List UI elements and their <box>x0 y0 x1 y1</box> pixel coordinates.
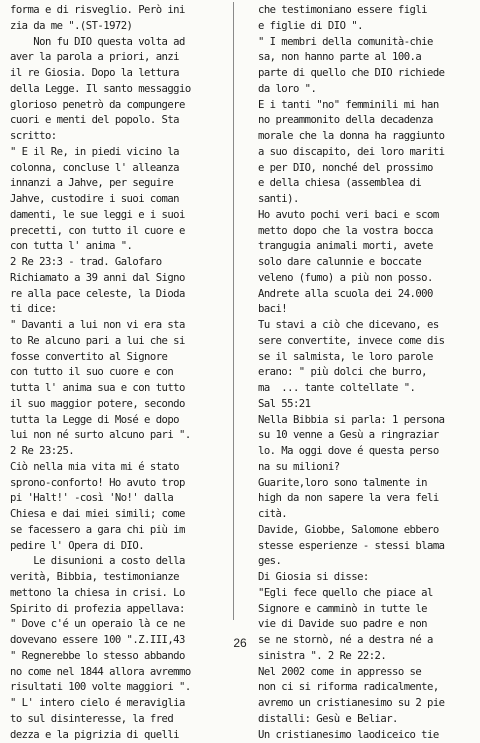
text-line: Signore e camminò in tutte le <box>258 602 468 618</box>
text-line: veleno (fumo) a più non posso. <box>258 271 468 287</box>
text-line: Richiamato a 39 anni dal Signo <box>10 271 220 287</box>
text-line: il suo maggior potere, secondo <box>10 397 220 413</box>
text-line: " I membri della comunità-chie <box>258 35 468 51</box>
text-line: Andrete alla scuola dei 24.000 <box>258 287 468 303</box>
text-line: Jahve, custodire i suoi coman <box>10 192 220 208</box>
text-line: sinistra ". 2 Re 22:2. <box>258 649 468 665</box>
column-divider <box>233 2 234 620</box>
text-line: solo dare calunnie e boccate <box>258 255 468 271</box>
text-line: avremo un cristianesimo su 2 pie <box>258 696 468 712</box>
text-line: sere convertite, invece come dis <box>258 334 468 350</box>
text-line: distalli: Gesù e Beliar. <box>258 712 468 728</box>
text-line: erano: " più dolci che burro, <box>258 365 468 381</box>
text-line: sprono-conforto! Ho avuto trop <box>10 476 220 492</box>
text-line: 2 Re 23:3 - trad. Galofaro <box>10 255 220 271</box>
text-line: trangugia animali morti, avete <box>258 239 468 255</box>
text-line: Davide, Giobbe, Salomone ebbero <box>258 523 468 539</box>
text-line: se ne stornò, né a destra né a <box>258 633 468 649</box>
text-line: lui non né surto alcuno pari ". <box>10 428 220 444</box>
text-line: " Regnerebbe lo stesso abbando <box>10 649 220 665</box>
text-line: lo. Ma oggi dove é questa perso <box>258 444 468 460</box>
text-line: pi 'Halt!' -così 'No!' dalla <box>10 491 220 507</box>
text-line: Ciò nella mia vita mi é stato <box>10 460 220 476</box>
text-line: pedire l' Opera di DIO. <box>10 539 220 555</box>
text-line: con tutta l' anima ". <box>10 239 220 255</box>
text-line: zia da me ".(ST-1972) <box>10 19 220 35</box>
text-line: verità, Bibbia, testimonianze <box>10 570 220 586</box>
text-line: fosse convertito al Signore <box>10 350 220 366</box>
text-line: stesse esperienze - stessi blama <box>258 539 468 555</box>
text-line: metto dopo che la vostra bocca <box>258 224 468 240</box>
text-line: "Egli fece quello che piace al <box>258 586 468 602</box>
text-line: E i tanti "no" femminili mi han <box>258 98 468 114</box>
text-line: 2 Re 23:25. <box>10 444 220 460</box>
text-line: " E il Re, in piedi vicino la <box>10 145 220 161</box>
text-line: forma e di risveglio. Però ini <box>10 3 220 19</box>
text-line: vie di Davide suo padre e non <box>258 617 468 633</box>
text-line: Spirito di profezia appellava: <box>10 602 220 618</box>
text-line: tutta l' anima sua e con tutto <box>10 381 220 397</box>
text-line: Nella Bibbia si parla: 1 persona <box>258 413 468 429</box>
text-line: sa, non hanno parte al 100.a <box>258 50 468 66</box>
text-line: su 10 venne a Gesù a ringraziar <box>258 428 468 444</box>
text-line: dezza e la pigrizia di quelli <box>10 728 220 743</box>
text-line: Chiesa e dai miei simili; come <box>10 507 220 523</box>
text-line: to Re alcuno pari a lui che si <box>10 334 220 350</box>
text-line: high da non sapere la vera feli <box>258 491 468 507</box>
text-line: baci! <box>258 302 468 318</box>
left-column <box>10 3 220 743</box>
text-line: Di Giosia si disse: <box>258 570 468 586</box>
text-line: Guarite,loro sono talmente in <box>258 476 468 492</box>
right-column <box>258 3 468 743</box>
text-line: " L' intero cielo é meraviglia <box>10 696 220 712</box>
text-line: Ho avuto pochi veri baci e scom <box>258 208 468 224</box>
text-line: colonna, concluse l' alleanza <box>10 161 220 177</box>
text-line: Sal 55:21 <box>258 397 468 413</box>
text-line: Nel 2002 come in appresso se <box>258 665 468 681</box>
text-line: scritto: <box>10 129 220 145</box>
text-line: no come nel 1844 allora avremmo <box>10 665 220 681</box>
text-line: no preammonito della decadenza <box>258 113 468 129</box>
text-line: dovevano essere 100 ".Z.III,43 <box>10 633 220 649</box>
text-line: cità. <box>258 507 468 523</box>
text-line: che testimoniano essere figli <box>258 3 468 19</box>
text-line: re alla pace celeste, la Dioda <box>10 287 220 303</box>
text-line: " Davanti a lui non vi era sta <box>10 318 220 334</box>
text-line: il re Giosia. Dopo la lettura <box>10 66 220 82</box>
page-number: 26 <box>0 636 480 650</box>
text-line: glorioso penetrò da compungere <box>10 98 220 114</box>
text-line: santi). <box>258 192 468 208</box>
text-line: ma ... tante coltellate ". <box>258 381 468 397</box>
text-line: Le disunioni a costo della <box>10 554 220 570</box>
text-line: tutta la Legge di Mosé e dopo <box>10 413 220 429</box>
text-line: se il salmista, le loro parole <box>258 350 468 366</box>
text-line: Un cristianesimo laodiceico tie <box>258 728 468 743</box>
text-line: ti dice: <box>10 302 220 318</box>
text-line: na su milioni? <box>258 460 468 476</box>
text-line: da loro ". <box>258 82 468 98</box>
text-line: e della chiesa (assemblea di <box>258 176 468 192</box>
text-line: cuori e menti del popolo. Sta <box>10 113 220 129</box>
text-line: non ci si riforma radicalmente, <box>258 680 468 696</box>
text-line: e per DIO, nonché del prossimo <box>258 161 468 177</box>
text-line: damenti, le sue leggi e i suoi <box>10 208 220 224</box>
text-line: della Legge. Il santo messaggio <box>10 82 220 98</box>
text-line: risultati 100 volte maggiori ". <box>10 680 220 696</box>
text-line: ges. <box>258 554 468 570</box>
text-line: se facessero a gara chi più im <box>10 523 220 539</box>
text-line: aver la parola a priori, anzi <box>10 50 220 66</box>
text-line: parte di quello che DIO richiede <box>258 66 468 82</box>
text-line: con tutto il suo cuore e con <box>10 365 220 381</box>
text-line: " Dove c'é un operaio là ce ne <box>10 617 220 633</box>
text-line: innanzi a Jahve, per seguire <box>10 176 220 192</box>
text-line: mettono la chiesa in crisi. Lo <box>10 586 220 602</box>
text-line: e figlie di DIO ". <box>258 19 468 35</box>
text-line: precetti, con tutto il cuore e <box>10 224 220 240</box>
text-line: a suo discapito, dei loro mariti <box>258 145 468 161</box>
text-line: to sul disinteresse, la fred <box>10 712 220 728</box>
text-line: Non fu DIO questa volta ad <box>10 35 220 51</box>
text-line: Tu stavi a ciò che dicevano, es <box>258 318 468 334</box>
text-line: morale che la donna ha raggiunto <box>258 129 468 145</box>
